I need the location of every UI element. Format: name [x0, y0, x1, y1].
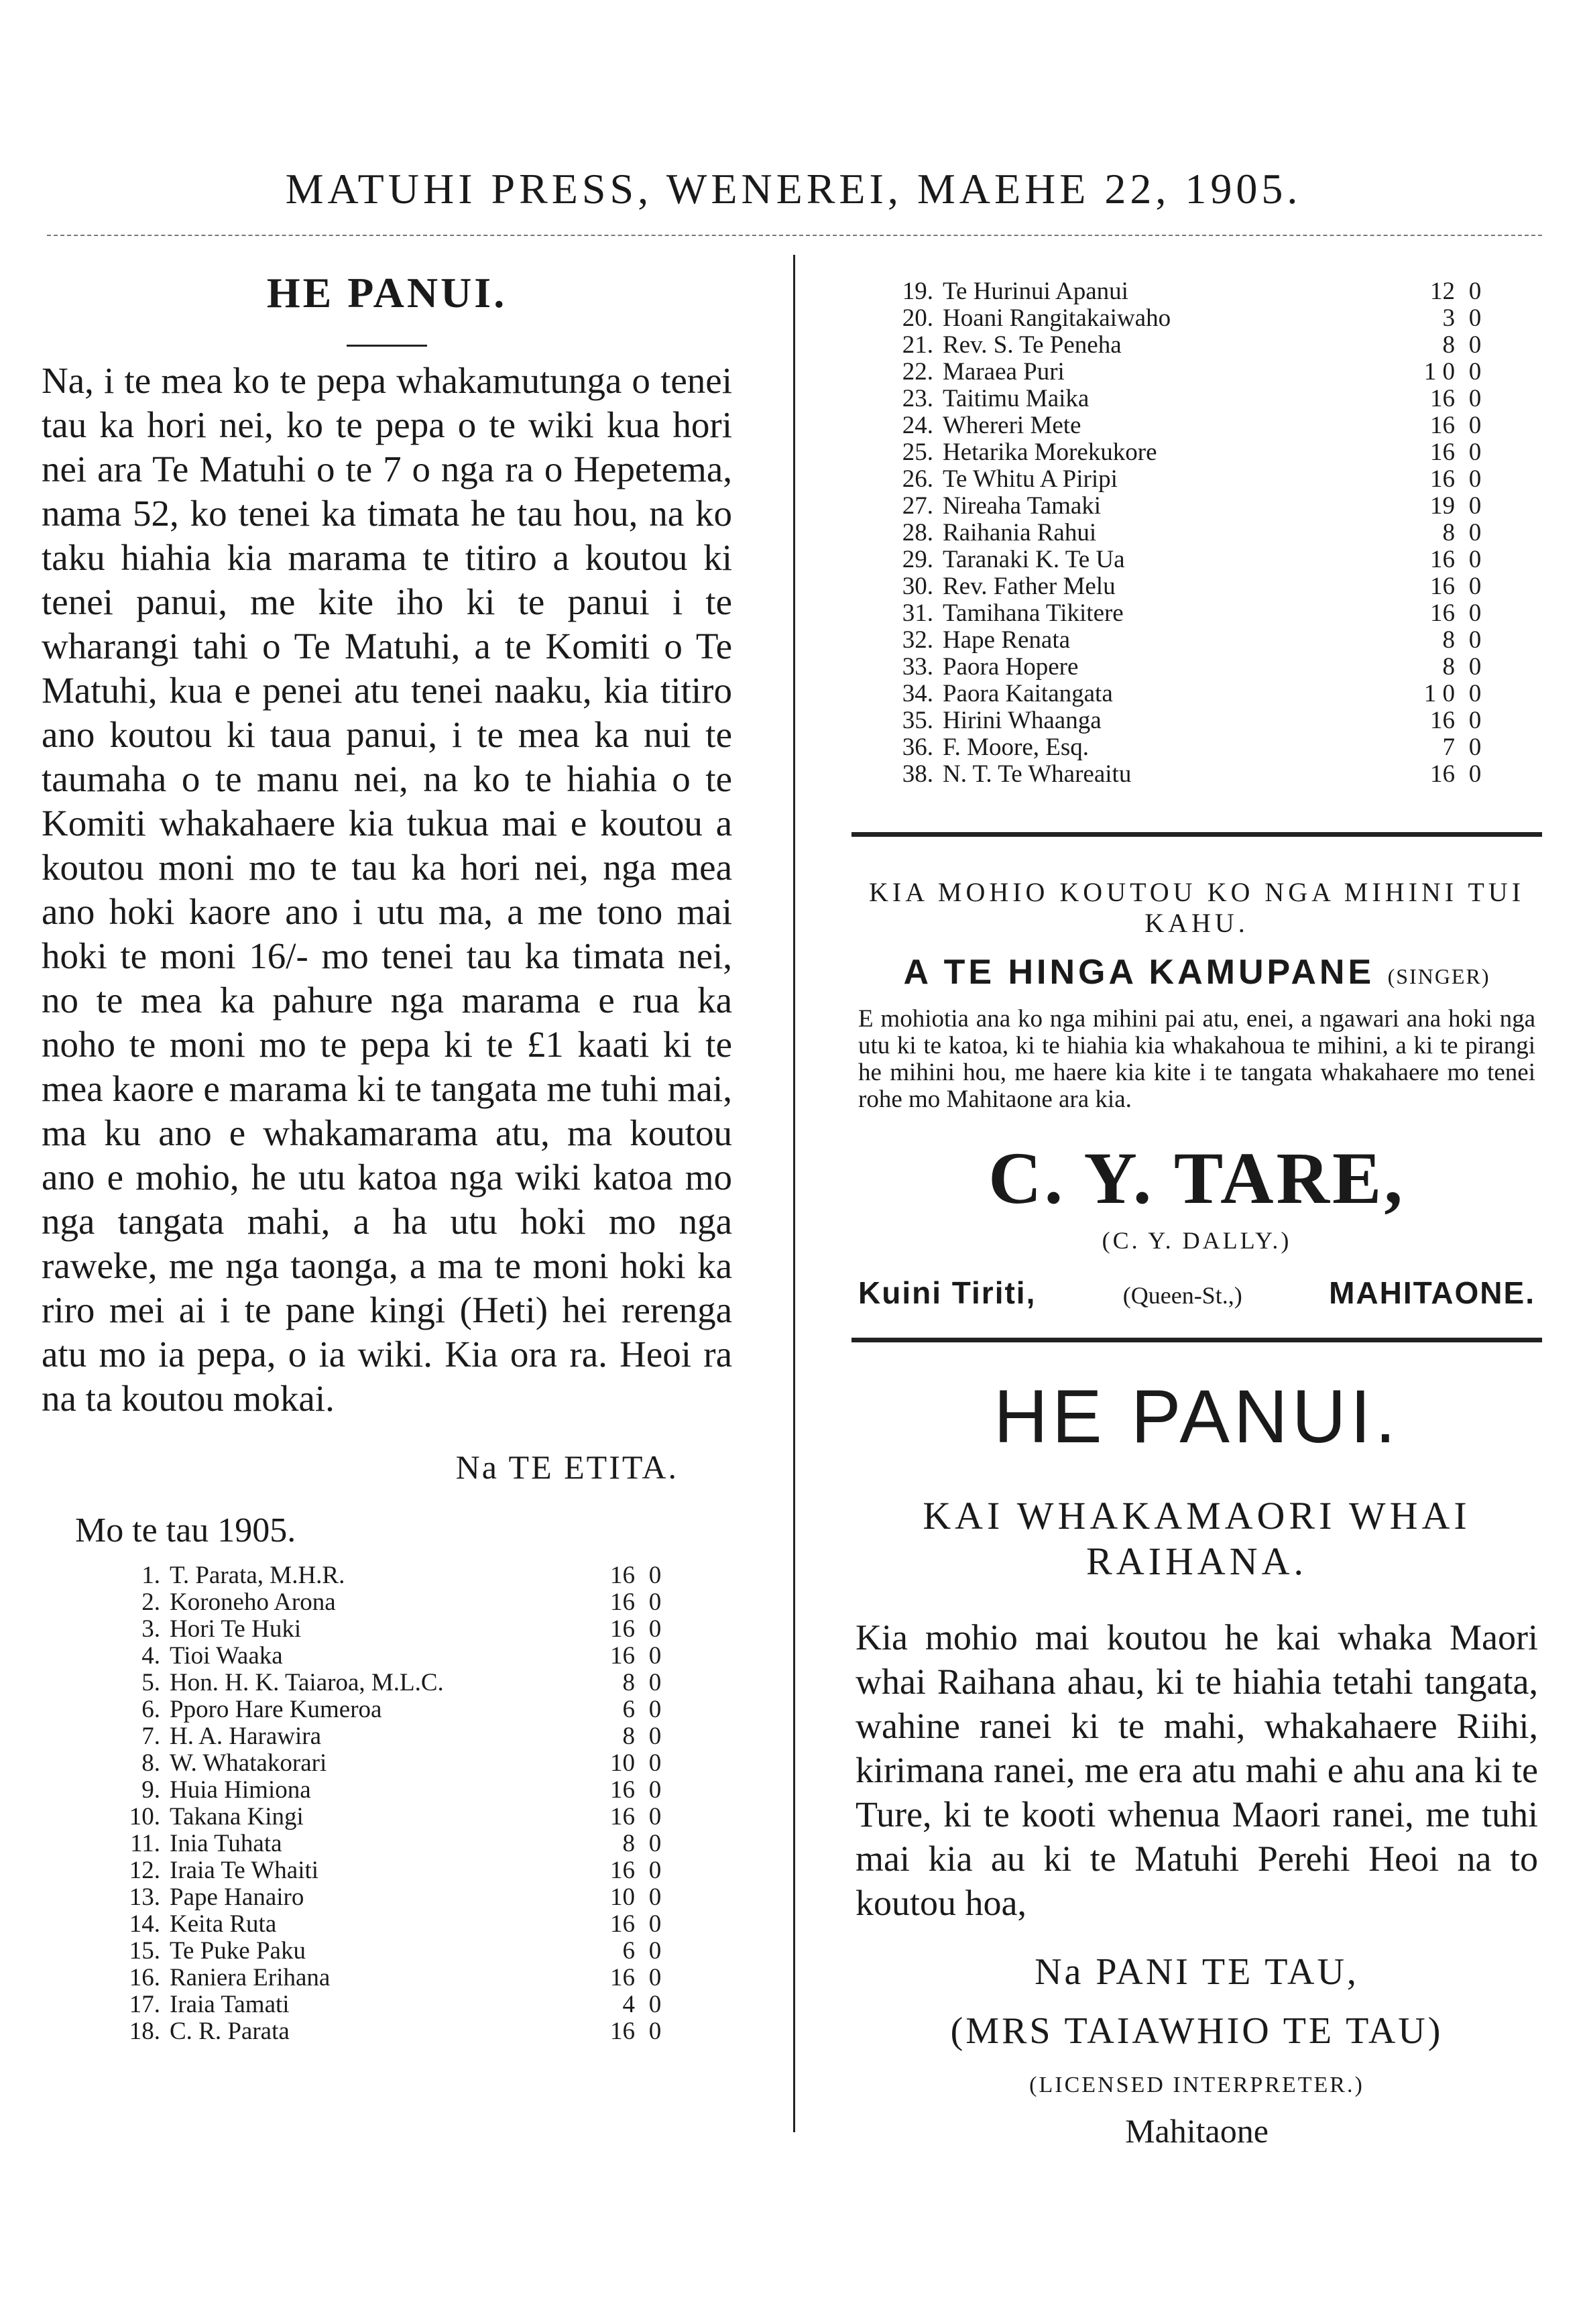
subscriber-amt: 6 [622, 1696, 635, 1723]
ad2-heading: HE PANUI. [994, 1375, 1400, 1458]
subscriber-name: Pporo Hare Kumeroa [170, 1696, 382, 1723]
subscriber-d: 0 [1468, 412, 1482, 439]
subscriber-amt: 16 [610, 1776, 635, 1804]
subscriber-amt: 16 [1430, 465, 1455, 493]
subscriber-row [892, 278, 1495, 305]
subscriber-name: H. A. Harawira [170, 1723, 322, 1750]
editor-signoff: Na TE ETITA. [455, 1448, 679, 1486]
subscriber-num: 22. [902, 358, 933, 386]
subscriber-d: 0 [648, 1696, 662, 1723]
subscriber-row [892, 707, 1495, 734]
subscriber-row [119, 1831, 675, 1857]
subscriber-name: C. R. Parata [170, 2018, 290, 2045]
subscriber-d: 0 [648, 2018, 662, 2045]
subscriber-num: 32. [902, 626, 933, 654]
subscriber-amt: 8 [622, 1669, 635, 1696]
masthead: MATUHI PRESS, WENEREI, MAEHE 22, 1905. [285, 165, 1302, 213]
subscriber-row [892, 332, 1495, 359]
subscriber-row [119, 1804, 675, 1831]
subscriber-name: Keita Ruta [170, 1910, 277, 1938]
subscriber-d: 0 [1468, 680, 1482, 707]
subscriber-num: 14. [129, 1910, 160, 1938]
subscriber-amt: 7 [1442, 734, 1455, 761]
subscriber-name: Iraia Tamati [170, 1991, 290, 2018]
subscriber-name: Tioi Waaka [170, 1642, 283, 1670]
subscriber-name: Hoani Rangitakaiwaho [943, 304, 1171, 332]
subscriber-d: 0 [1468, 546, 1482, 573]
subscriber-row [119, 1938, 675, 1965]
ad2-name: Na PANI TE TAU, [1035, 1951, 1359, 1993]
subscriber-amt: 16 [1430, 573, 1455, 600]
subscriber-num: 34. [902, 680, 933, 707]
subscriber-name: N. T. Te Whareaitu [943, 760, 1132, 788]
subscriber-name: Hetarika Morekukore [943, 439, 1157, 466]
subscriber-amt: 12 [1430, 278, 1455, 305]
ad-separator [851, 832, 1542, 837]
subscriber-row [119, 1643, 675, 1670]
subscriber-name: Nireaha Tamaki [943, 492, 1102, 520]
subscriber-num: 36. [902, 734, 933, 761]
subscriber-amt: 16 [610, 1588, 635, 1616]
ad2-body: Kia mohio mai koutou he kai whaka Maori whai Raihana ahau, ki te hiahia tetahi tangata, wahine ranei ki te mahi, whakahaere Riihi, kirimana ranei, me era atu mahi e ahu ana ki te Ture, ki te kooti whenua Maori ranei, me tuhi mai kia au ki te Matuhi Perehi Heoi na to koutou hoa, [856, 1617, 1538, 1923]
subscriber-row [119, 1696, 675, 1723]
subscriber-name: Hori Te Huki [170, 1615, 302, 1643]
subscriber-amt: 8 [1442, 331, 1455, 359]
subscriber-row [119, 1589, 675, 1616]
subscriber-d: 0 [1468, 734, 1482, 761]
singer-advertisement [851, 877, 1542, 1311]
ad2-place: Mahitaone [1125, 2112, 1269, 2150]
subscriber-num: 12. [129, 1857, 160, 1884]
subscriber-d: 0 [1468, 492, 1482, 520]
subscriber-row [892, 386, 1495, 412]
subscriber-num: 23. [902, 385, 933, 412]
subscriber-row [119, 1965, 675, 1991]
subscriber-d: 0 [648, 1910, 662, 1938]
subscriber-name: Taitimu Maika [943, 385, 1090, 412]
subscriber-amt: 4 [622, 1991, 635, 2018]
subscriber-d: 0 [648, 1883, 662, 1911]
subscriber-row [892, 466, 1495, 493]
subscriber-row [892, 600, 1495, 627]
subscriber-row [892, 627, 1495, 654]
subscriber-d: 0 [1468, 599, 1482, 627]
agent-address [851, 1275, 1542, 1311]
subscriber-name: Whereri Mete [943, 412, 1081, 439]
subscriber-num: 1. [141, 1562, 160, 1589]
subscriber-num: 27. [902, 492, 933, 520]
subscriber-d: 0 [648, 1937, 662, 1965]
subscriber-row [892, 681, 1495, 707]
subscriber-d: 0 [1468, 653, 1482, 681]
subscriber-amt: 16 [1430, 760, 1455, 788]
subscriber-d: 0 [648, 1615, 662, 1643]
subscriber-row [119, 2018, 675, 2045]
subscriber-amt: 8 [622, 1830, 635, 1857]
subscriber-d: 0 [648, 1991, 662, 2018]
subscriber-name: Hirini Whaanga [943, 707, 1102, 734]
subscriber-amt: 16 [610, 1803, 635, 1831]
subscriber-amt: 16 [1430, 412, 1455, 439]
subscriber-num: 3. [141, 1615, 160, 1643]
subscriber-d: 0 [1468, 465, 1482, 493]
subscriber-name: Koroneho Arona [170, 1588, 336, 1616]
subscriber-d: 0 [648, 1669, 662, 1696]
company-name: A TE HINGA KAMUPANE [903, 953, 1375, 992]
subscriber-row [892, 439, 1495, 466]
subscriber-d: 0 [1468, 707, 1482, 734]
subscriber-name: Te Hurinui Apanui [943, 278, 1128, 305]
subscriber-amt: 16 [610, 1964, 635, 1991]
subscriber-row [892, 761, 1495, 788]
subscriber-num: 16. [129, 1964, 160, 1991]
subscriber-name: Raihania Rahui [943, 519, 1097, 546]
subscriber-num: 6. [141, 1696, 160, 1723]
subscriber-name: Huia Himiona [170, 1776, 311, 1804]
subscriber-row [119, 1911, 675, 1938]
subscriber-amt: 3 [1442, 304, 1455, 332]
subscriber-d: 0 [1468, 385, 1482, 412]
subscriber-name: Te Whitu A Piripi [943, 465, 1118, 493]
subscriber-row [892, 546, 1495, 573]
subscriber-amt: 19 [1430, 492, 1455, 520]
subscriber-row [892, 520, 1495, 546]
subscriber-list-left [119, 1562, 675, 2045]
subscriber-num: 29. [902, 546, 933, 573]
subscriber-row [119, 1616, 675, 1643]
subscriber-amt: 16 [610, 1642, 635, 1670]
subscriber-num: 5. [141, 1669, 160, 1696]
agent-name-english: (C. Y. DALLY.) [1102, 1227, 1292, 1254]
subscriber-name: F. Moore, Esq. [943, 734, 1090, 761]
subscriber-d: 0 [1468, 304, 1482, 332]
street-english: (Queen-St.,) [1122, 1282, 1242, 1309]
street-name: Kuini Tiriti, [858, 1275, 1037, 1310]
subscriber-num: 24. [902, 412, 933, 439]
subscriber-d: 0 [1468, 519, 1482, 546]
subscriber-num: 17. [129, 1991, 160, 2018]
ad-separator-2 [851, 1338, 1542, 1342]
subscriber-d: 0 [1468, 760, 1482, 788]
subscriber-name: Maraea Puri [943, 358, 1065, 386]
subscriber-name: Iraia Te Whaiti [170, 1857, 319, 1884]
ad2-mrs: (MRS TAIAWHIO TE TAU) [950, 2010, 1444, 2052]
subscriber-amt: 8 [622, 1723, 635, 1750]
ad-company-title [851, 952, 1542, 992]
subscriber-row [892, 493, 1495, 520]
subscriber-amt: 8 [1442, 653, 1455, 681]
notice-paragraph: Na, i te mea ko te pepa whakamutunga o tenei tau ka hori nei, ko te pepa o te wiki kua hori nei ara Te Matuhi o te 7 o nga ra o Hepetema, nama 52, ko tenei ka timata he tau hou, na ko taku hiahia kia marama te titiro a koutou ki tenei panui, me kite iho ki te panui i te wharangi tahi o Te Matuhi, a te Komiti o Te Matuhi, kua e penei atu tenei naaku, kia titiro ano koutou ki taua panui, i te mea ka nui te taumaha o te manu nei, na ko te hiahia o te Komiti whakahaere kia tukua mai e koutou a koutou moni mo te tau ka hori nei, nga mea ano hoki kaore ano i utu ma, a me tono mai hoki te moni 16/- mo tenei tau ka timata nei, no te mea ka pahure nga marama e rua ka noho te moni mo te pepa ki te £1 kaati ki te mea kaore e marama ki te tangata me tuhi mai, ma ku ano e whakamarama atu, ma koutou ano e mohio, he utu katoa nga wiki katoa mo nga tangata mahi, a ha utu hoki mo nga raweke, me nga taonga, a ma te moni hoki ka riro mei ai i te pane kingi (Heti) hei rerenga atu mo ia pepa, o ia wiki. Kia ora ra. Heoi ra na ta koutou mokai. [42, 360, 732, 1419]
subscriber-row [892, 654, 1495, 681]
subscriber-num: 9. [141, 1776, 160, 1804]
notice-heading: HE PANUI. [266, 269, 508, 316]
subscriber-row [892, 573, 1495, 600]
subscriber-d: 0 [1468, 278, 1482, 305]
subscriber-amt: 1 0 [1423, 680, 1455, 707]
subscriber-d: 0 [648, 1776, 662, 1804]
subscriber-amt: 16 [610, 1910, 635, 1938]
subscriber-d: 0 [1468, 439, 1482, 466]
subscriber-name: T. Parata, M.H.R. [170, 1562, 345, 1589]
subscriber-amt: 16 [610, 1857, 635, 1884]
subscriber-num: 31. [902, 599, 933, 627]
ad2-subheading: KAI WHAKAMAORI WHAI RAIHANA. [923, 1494, 1471, 1583]
subscriber-num: 38. [902, 760, 933, 788]
subscriber-num: 13. [129, 1883, 160, 1911]
agent-name: C. Y. TARE, [988, 1137, 1405, 1219]
subscriber-amt: 10 [610, 1749, 635, 1777]
subscriber-d: 0 [1468, 358, 1482, 386]
subscriber-name: W. Whatakorari [170, 1749, 327, 1777]
subscriber-d: 0 [648, 1642, 662, 1670]
subscriber-name: Paora Hopere [943, 653, 1079, 681]
subscriber-num: 7. [141, 1723, 160, 1750]
subscriber-row [119, 1670, 675, 1696]
subscriber-num: 28. [902, 519, 933, 546]
subscriber-num: 25. [902, 439, 933, 466]
subscriber-row [892, 359, 1495, 386]
subscriber-num: 15. [129, 1937, 160, 1965]
subscriber-num: 20. [902, 304, 933, 332]
subscriber-amt: 16 [610, 1562, 635, 1589]
column-divider [793, 255, 795, 2132]
subscriber-amt: 16 [610, 1615, 635, 1643]
subscriber-num: 30. [902, 573, 933, 600]
subscriber-name: Taranaki K. Te Ua [943, 546, 1125, 573]
subscriber-num: 18. [129, 2018, 160, 2045]
subscriber-amt: 16 [1430, 707, 1455, 734]
subscriber-row [119, 1750, 675, 1777]
subscriber-row [119, 1562, 675, 1589]
company-paren: (SINGER) [1387, 964, 1490, 988]
subscriber-num: 35. [902, 707, 933, 734]
subscriber-amt: 6 [622, 1937, 635, 1965]
subscriber-name: Takana Kingi [170, 1803, 304, 1831]
subscriber-row [892, 734, 1495, 761]
subscriber-d: 0 [648, 1803, 662, 1831]
ad2-licensed: (LICENSED INTERPRETER.) [1029, 2073, 1364, 2097]
subscriber-name: Rev. Father Melu [943, 573, 1116, 600]
subscriber-num: 10. [129, 1803, 160, 1831]
subscriber-d: 0 [648, 1588, 662, 1616]
right-column [851, 278, 1542, 2150]
notice-body [42, 359, 732, 1421]
heading-rule [347, 345, 427, 347]
year-label: Mo te tau 1905. [75, 1511, 296, 1550]
ad-body: E mohiotia ana ko nga mihini pai atu, enei, a ngawari ana hoki nga utu ki te katoa, ki te hiahia kia whakahoua te mihini, a ki te pirangi he mihini hou, me haere kia kite i te tangata whakahaere mo tenei rohe mo Mahitaone ara kia. [858, 1005, 1535, 1113]
subscriber-num: 11. [130, 1830, 160, 1857]
subscriber-num: 4. [141, 1642, 160, 1670]
subscriber-d: 0 [648, 1830, 662, 1857]
subscriber-row [892, 412, 1495, 439]
town-name: MAHITAONE. [1329, 1275, 1535, 1310]
subscriber-name: Paora Kaitangata [943, 680, 1113, 707]
subscriber-name: Rev. S. Te Peneha [943, 331, 1122, 359]
subscriber-d: 0 [648, 1562, 662, 1589]
subscriber-row [119, 1857, 675, 1884]
subscriber-d: 0 [1468, 573, 1482, 600]
subscriber-row [892, 305, 1495, 332]
subscriber-amt: 16 [1430, 385, 1455, 412]
subscriber-amt: 1 0 [1423, 358, 1455, 386]
subscriber-d: 0 [648, 1857, 662, 1884]
subscriber-amt: 16 [1430, 599, 1455, 627]
subscriber-name: Raniera Erihana [170, 1964, 331, 1991]
subscriber-d: 0 [648, 1723, 662, 1750]
subscriber-amt: 8 [1442, 626, 1455, 654]
subscriber-row [119, 1723, 675, 1750]
subscriber-amt: 8 [1442, 519, 1455, 546]
subscriber-amt: 10 [610, 1883, 635, 1911]
subscriber-d: 0 [648, 1749, 662, 1777]
left-column [42, 268, 732, 2045]
subscriber-name: Tamihana Tikitere [943, 599, 1124, 627]
subscriber-name: Hon. H. K. Taiaroa, M.L.C. [170, 1669, 444, 1696]
subscriber-num: 21. [902, 331, 933, 359]
subscriber-d: 0 [1468, 331, 1482, 359]
subscriber-num: 8. [141, 1749, 160, 1777]
subscriber-num: 2. [141, 1588, 160, 1616]
subscriber-name: Inia Tuhata [170, 1830, 282, 1857]
subscriber-d: 0 [1468, 626, 1482, 654]
subscriber-list-right [892, 278, 1495, 788]
ad-caption: KIA MOHIO KOUTOU KO NGA MIHINI TUI KAHU. [868, 877, 1525, 938]
subscriber-row [119, 1777, 675, 1804]
top-rule [47, 235, 1542, 236]
subscriber-row [119, 1884, 675, 1911]
subscriber-name: Hape Renata [943, 626, 1071, 654]
subscriber-d: 0 [648, 1964, 662, 1991]
subscriber-num: 26. [902, 465, 933, 493]
subscriber-amt: 16 [1430, 439, 1455, 466]
subscriber-amt: 16 [610, 2018, 635, 2045]
subscriber-name: Te Puke Paku [170, 1937, 306, 1965]
subscriber-num: 19. [902, 278, 933, 305]
subscriber-num: 33. [902, 653, 933, 681]
interpreter-advertisement [851, 1373, 1542, 2150]
subscriber-name: Pape Hanairo [170, 1883, 304, 1911]
subscriber-amt: 16 [1430, 546, 1455, 573]
subscriber-row [119, 1991, 675, 2018]
